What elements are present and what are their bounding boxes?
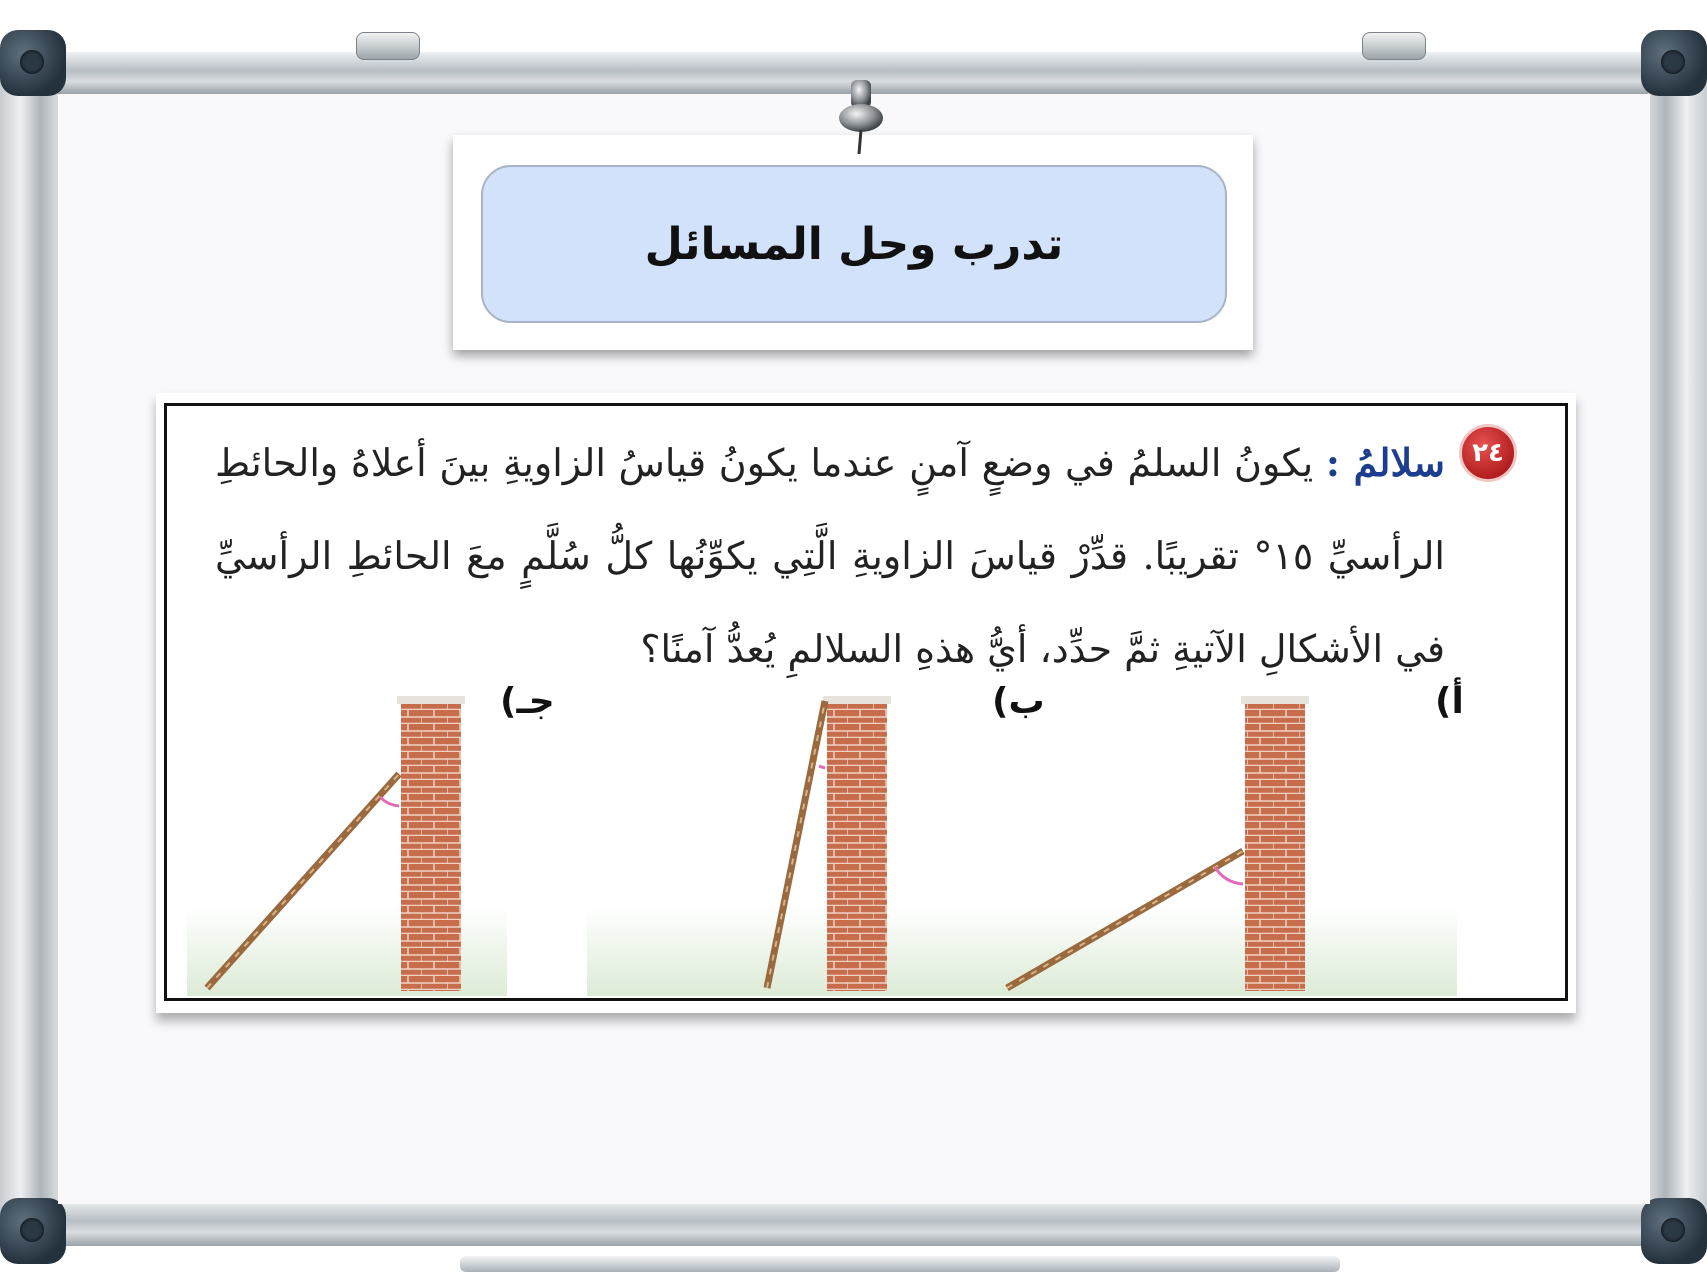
figure-label-a: أ) [1435, 681, 1464, 722]
brick-wall [401, 696, 461, 991]
figure-label-b: ب) [992, 681, 1045, 722]
frame-clip-right [1362, 32, 1426, 60]
problem-panel [164, 403, 1568, 1001]
brick-wall [827, 696, 887, 991]
problem-statement [215, 416, 1445, 696]
frame-right-rail [1648, 62, 1707, 1232]
title-card [453, 135, 1253, 350]
angle-arc [819, 766, 825, 768]
marker-tray [460, 1256, 1340, 1272]
angle-arc [1215, 867, 1243, 884]
figure-a-ladder [987, 696, 1457, 996]
angle-arc [380, 797, 399, 806]
frame-corner-top-left [0, 30, 66, 96]
problem-keyword: سلالمُ : [1325, 440, 1446, 485]
frame-left-rail [0, 62, 58, 1232]
figure-b-ladder [587, 696, 987, 996]
frame-corner-bottom-left [0, 1198, 66, 1264]
push-pin-icon [833, 78, 889, 158]
frame-corner-bottom-right [1641, 1198, 1707, 1264]
title-box [481, 165, 1227, 323]
problem-number-badge: ٢٤ [1459, 424, 1517, 482]
problem-text: يكونُ السلمُ في وضعٍ آمنٍ عندما يكونُ قياسُ الزاويةِ بينَ أعلاهُ والحائطِ الرأسيِّ ١٥° تقريبًا. قدِّرْ قياسَ الزاويةِ الَّتِي يكوِّنُها كلُّ سُلَّمٍ معَ الحائطِ الرأسيِّ في الأشكالِ الآتيةِ ثمَّ حدِّد، أيُّ هذهِ السلالمِ يُعدُّ آمنًا؟ [215, 441, 1445, 671]
frame-corner-top-right [1641, 30, 1707, 96]
figure-label-c: جـ) [500, 681, 555, 722]
frame-bottom-rail [22, 1200, 1682, 1246]
figure-c-ladder [187, 696, 507, 996]
problem-card [156, 393, 1576, 1013]
frame-clip-left [356, 32, 420, 60]
page-title: تدرب وحل المسائل [644, 218, 1064, 270]
brick-wall [1245, 696, 1305, 991]
